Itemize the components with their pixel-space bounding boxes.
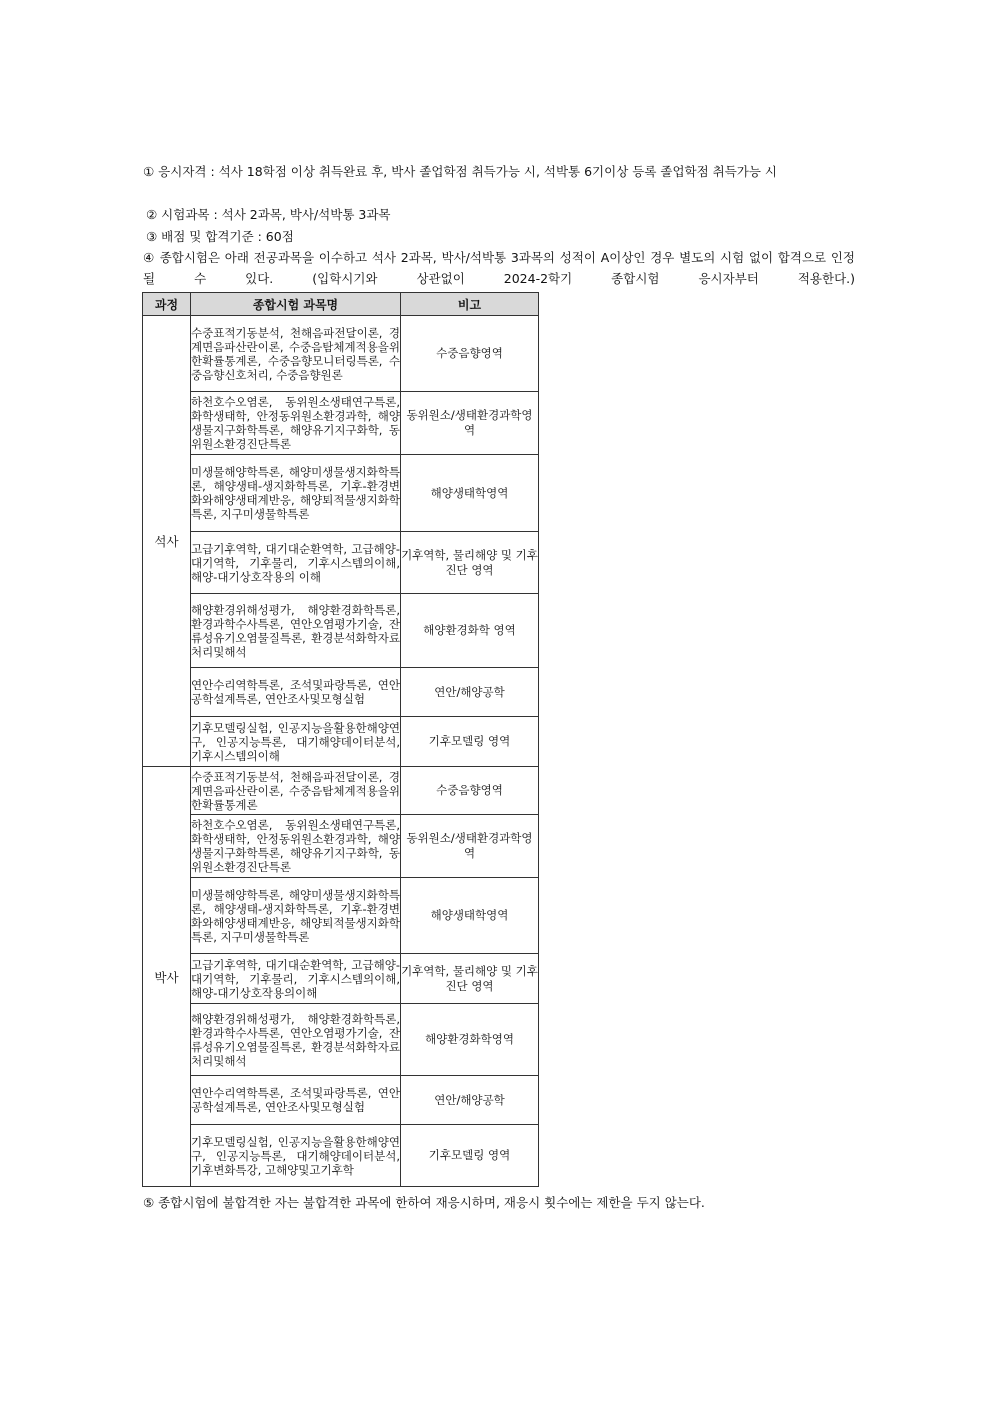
table-row — [143, 954, 539, 1004]
degree-cell: 석사 — [143, 316, 191, 767]
note-cell: 해양생태학영역 — [401, 878, 539, 954]
subjects-cell: 하천호수오염론, 동위원소생태연구특론, 화학생태학, 안정동위원소환경과학, 해양생물지구화학특론, 해양유기지구화학, 동위원소환경진단특론 — [191, 392, 401, 455]
table-row — [143, 767, 539, 815]
subjects-cell: 기후모델링실험, 인공지능을활용한해양연구, 인공지능특론, 대기해양데이터분석, 기후변화특강, 고해양및고기후학 — [191, 1125, 401, 1187]
table-row — [143, 717, 539, 767]
note-cell: 해양환경화학 영역 — [401, 594, 539, 668]
table-row — [143, 1076, 539, 1125]
paragraph-exemption-rule: ④ 종합시험은 아래 전공과목을 이수하고 석사 2과목, 박사/석박통 3과목의 성적이 A이상인 경우 별도의 시험 없이 합격으로 인정 될 수 있다. (입학시기와 상관없이 2024-2학기 종합시험 응시자부터 적용한다.) — [143, 250, 855, 286]
exam-subjects-table — [142, 292, 539, 1187]
subjects-cell: 하천호수오염론, 동위원소생태연구특론, 화학생태학, 안정동위원소환경과학, 해양생물지구화학특론, 해양유기지구화학, 동위원소환경진단특론 — [191, 815, 401, 878]
header-degree: 과정 — [143, 293, 191, 316]
subjects-cell: 고급기후역학, 대기대순환역학, 고급해양-대기역학, 기후물리, 기후시스템의이해, 해양-대기상호작용의이해 — [191, 954, 401, 1004]
subjects-cell: 수중표적기동분석, 천해음파전달이론, 경계면음파산란이론, 수중음탐체계적용을위한확률통계론, 수중음향모니터링특론, 수중음향신호처리, 수중음향원론 — [191, 316, 401, 392]
paragraph-exam-subjects: ② 시험과목 : 석사 2과목, 박사/석박통 3과목 — [146, 207, 391, 222]
subjects-cell: 수중표적기동분석, 천해음파전달이론, 경계면음파산란이론, 수중음탐체계적용을위한확률통계론 — [191, 767, 401, 815]
table-row — [143, 878, 539, 954]
subjects-cell: 미생물해양학특론, 해양미생물생지화학특론, 해양생태-생지화학특론, 기후-환경변화와해양생태계반응, 해양퇴적물생지화학특론, 지구미생물학특론 — [191, 878, 401, 954]
subjects-cell: 기후모델링실험, 인공지능을활용한해양연구, 인공지능특론, 대기해양데이터분석, 기후시스템의이해 — [191, 717, 401, 767]
subjects-cell: 연안수리역학특론, 조석및파랑특론, 연안공학설계특론, 연안조사및모형실험 — [191, 668, 401, 717]
table-row — [143, 316, 539, 392]
table-row — [143, 392, 539, 455]
table-row — [143, 815, 539, 878]
table-row — [143, 668, 539, 717]
note-cell: 동위원소/생태환경과학영역 — [401, 815, 539, 878]
note-cell: 연안/해양공학 — [401, 668, 539, 717]
note-cell: 해양환경화학영역 — [401, 1004, 539, 1076]
note-cell: 기후모델링 영역 — [401, 717, 539, 767]
degree-cell: 박사 — [143, 767, 191, 1187]
subjects-cell: 고급기후역학, 대기대순환역학, 고급해양-대기역학, 기후물리, 기후시스템의이해, 해양-대기상호작용의 이해 — [191, 532, 401, 594]
paragraph-retake-rule: ⑤ 종합시험에 불합격한 자는 불합격한 과목에 한하여 재응시하며, 재응시 횟수에는 제한을 두지 않는다. — [143, 1195, 705, 1210]
subjects-cell: 미생물해양학특론, 해양미생물생지화학특론, 해양생태-생지화학특론, 기후-환경변화와해양생태계반응, 해양퇴적물생지화학특론, 지구미생물학특론 — [191, 455, 401, 532]
subjects-cell: 연안수리역학특론, 조석및파랑특론, 연안공학설계특론, 연안조사및모형실험 — [191, 1076, 401, 1125]
subjects-cell: 해양환경위해성평가, 해양환경화학특론, 환경과학수사특론, 연안오염평가기술, 잔류성유기오염물질특론, 환경분석화학자료처리및해석 — [191, 594, 401, 668]
table-row — [143, 532, 539, 594]
table-header-row — [143, 293, 539, 316]
note-cell: 기후역학, 물리해양 및 기후진단 영역 — [401, 954, 539, 1004]
table-row — [143, 594, 539, 668]
subjects-cell: 해양환경위해성평가, 해양환경화학특론, 환경과학수사특론, 연안오염평가기술, 잔류성유기오염물질특론, 환경분석화학자료처리및해석 — [191, 1004, 401, 1076]
header-subjects: 종합시험 과목명 — [191, 293, 401, 316]
note-cell: 해양생태학영역 — [401, 455, 539, 532]
note-cell: 수중음향영역 — [401, 767, 539, 815]
note-cell: 연안/해양공학 — [401, 1076, 539, 1125]
paragraph-passing-criteria: ③ 배점 및 합격기준 : 60점 — [146, 229, 294, 244]
note-cell: 기후역학, 물리해양 및 기후진단 영역 — [401, 532, 539, 594]
note-cell: 기후모델링 영역 — [401, 1125, 539, 1187]
table-row — [143, 1125, 539, 1187]
table-row — [143, 1004, 539, 1076]
header-note: 비고 — [401, 293, 539, 316]
table-row — [143, 455, 539, 532]
note-cell: 동위원소/생태환경과학영역 — [401, 392, 539, 455]
note-cell: 수중음향영역 — [401, 316, 539, 392]
paragraph-eligibility: ① 응시자격 : 석사 18학점 이상 취득완료 후, 박사 졸업학점 취득가능 시, 석박통 6기이상 등록 졸업학점 취득가능 시 — [143, 164, 777, 179]
